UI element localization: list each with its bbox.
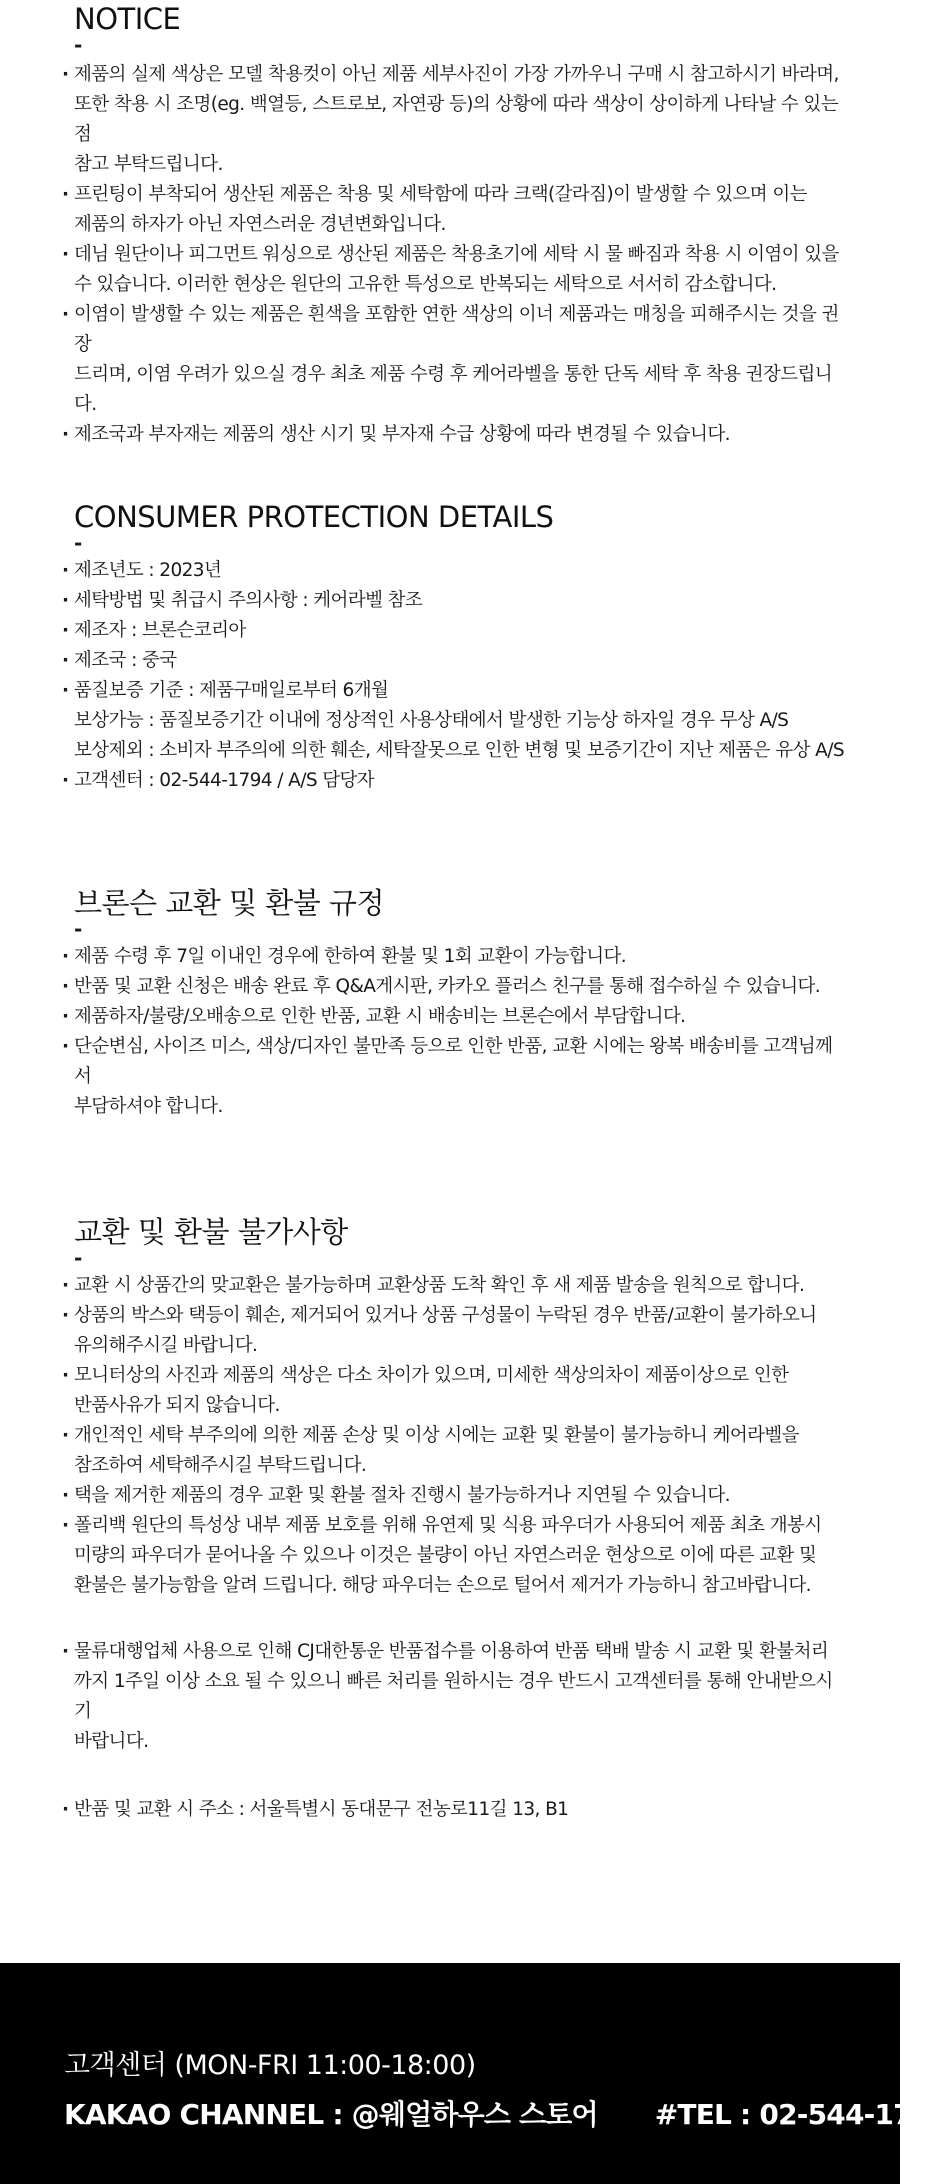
list-item (64, 676, 844, 766)
list-item-line: · 프린팅이 부착되어 생산된 제품은 착용 및 세탁함에 따라 크랙(갈라짐)이 발생할 수 있으며 이는 (74, 184, 807, 205)
list-item-line: 부담하셔야 합니다. (74, 1096, 223, 1117)
logistics-line: 까지 1주일 이상 소요 될 수 있으니 빠른 처리를 원하시는 경우 반드시 고객센터를 통해 안내받으시기 (74, 1671, 833, 1722)
list-item-line: 참조하여 세탁해주시길 부탁드립니다. (74, 1455, 367, 1476)
list-item-line: · 고객센터 : 02-544-1794 / A/S 담당자 (74, 770, 375, 791)
list-item-line: 보상제외 : 소비자 부주의에 의한 훼손, 세탁잘못으로 인한 변형 및 보증기간이 지난 제품은 유상 A/S (74, 740, 844, 761)
list-item-line: · 제품의 실제 색상은 모델 착용컷이 아닌 제품 세부사진이 가장 가까우니 구매 시 참고하시기 바라며, (74, 64, 839, 85)
list-item (64, 1421, 844, 1481)
list-item-line: · 폴리백 원단의 특성상 내부 제품 보호를 위해 유연제 및 식용 파우더가 사용되어 제품 최초 개봉시 (74, 1515, 822, 1536)
list-item (64, 556, 844, 586)
return-address-notice (64, 1795, 844, 1825)
list-item (64, 646, 844, 676)
list-item-line: · 제조년도 : 2023년 (74, 560, 222, 581)
list-item-line: 보상가능 : 품질보증기간 이내에 정상적인 사용상태에서 발생한 기능상 하자일 경우 무상 A/S (74, 710, 789, 731)
refund-unavailable-title: 교환 및 환불 불가사항 (74, 1215, 348, 1249)
list-item-line: 드리며, 이염 우려가 있으실 경우 최초 제품 수령 후 케어라벨을 통한 단독 세탁 후 착용 권장드립니다. (74, 364, 833, 415)
list-item-line: · 상품의 박스와 택등이 훼손, 제거되어 있거나 상품 구성물이 누락된 경우 반품/교환이 불가하오니 (74, 1305, 817, 1326)
notice-dash: - (74, 33, 83, 57)
list-item-line: · 제품하자/불량/오배송으로 인한 반품, 교환 시 배송비는 브론슨에서 부담합니다. (74, 1006, 686, 1027)
list-item-line: · 개인적인 세탁 부주의에 의한 제품 손상 및 이상 시에는 교환 및 환불이 불가능하니 케어라벨을 (74, 1425, 799, 1446)
list-item-line: 참고 부탁드립니다. (74, 154, 223, 175)
logistics-notice (64, 1637, 844, 1757)
logistics-line: 바랍니다. (74, 1731, 149, 1752)
list-item (64, 942, 844, 972)
exchange-policy-dash: - (74, 917, 83, 941)
list-item (64, 1511, 844, 1601)
list-item (64, 420, 844, 450)
list-item-line: · 택을 제거한 제품의 경우 교환 및 환불 절차 진행시 불가능하거나 지연될 수 있습니다. (74, 1485, 730, 1506)
exchange-policy-section (64, 886, 844, 1122)
contact-line (64, 2093, 949, 2133)
list-item (64, 1271, 844, 1301)
logistics-item (64, 1637, 844, 1757)
list-item (64, 766, 844, 796)
list-item-line: · 제품 수령 후 7일 이내인 경우에 한하여 환불 및 1회 교환이 가능합니다. (74, 946, 627, 967)
list-item-line: · 제조국 : 중국 (74, 650, 177, 671)
list-item (64, 1301, 844, 1361)
refund-unavailable-section (64, 1215, 844, 1825)
list-item (64, 1002, 844, 1032)
notice-title: NOTICE (74, 2, 181, 36)
list-item-line: · 교환 시 상품간의 맞교환은 불가능하며 교환상품 도착 확인 후 새 제품 발송을 원칙으로 합니다. (74, 1275, 805, 1296)
kakao-channel-link[interactable]: KAKAO CHANNEL : @웨얼하우스 스토어 (64, 2098, 598, 2131)
list-item-line: 미량의 파우더가 묻어나올 수 있으나 이것은 불량이 아닌 자연스러운 현상으로 이에 따른 교환 및 (74, 1545, 817, 1566)
consumer-protection-title: CONSUMER PROTECTION DETAILS (74, 500, 554, 534)
list-item (64, 180, 844, 240)
list-item-line: 제품의 하자가 아닌 자연스러운 경년변화입니다. (74, 214, 446, 235)
list-item-line: 또한 착용 시 조명(eg. 백열등, 스트로보, 자연광 등)의 상황에 따라 색상이 상이하게 나타날 수 있는 점 (74, 94, 838, 145)
footer-bar (0, 1963, 949, 2184)
list-item-line: · 반품 및 교환 신청은 배송 완료 후 Q&A게시판, 카카오 플러스 친구를 통해 접수하실 수 있습니다. (74, 976, 821, 997)
refund-unavailable-list (64, 1271, 844, 1601)
customer-center-hours: 고객센터 (MON-FRI 11:00-18:00) (64, 2050, 476, 2081)
list-item-line: · 데님 원단이나 피그먼트 워싱으로 생산된 제품은 착용초기에 세탁 시 물 빠짐과 착용 시 이염이 있을 (74, 244, 839, 265)
list-item-line: 환불은 불가능함을 알려 드립니다. 해당 파우더는 손으로 털어서 제거가 가능하니 참고바랍니다. (74, 1575, 811, 1596)
consumer-protection-list (64, 556, 844, 796)
list-item (64, 300, 844, 420)
list-item (64, 616, 844, 646)
list-item (64, 1032, 844, 1122)
list-item (64, 60, 844, 180)
list-item-line: 수 있습니다. 이러한 현상은 원단의 고유한 특성으로 반복되는 세탁으로 서서히 감소합니다. (74, 274, 777, 295)
list-item-line: · 단순변심, 사이즈 미스, 색상/디자인 불만족 등으로 인한 반품, 교환 시에는 왕복 배송비를 고객님께서 (74, 1036, 833, 1087)
list-item-line: · 품질보증 기준 : 제품구매일로부터 6개월 (74, 680, 389, 701)
list-item-line: · 제조자 : 브론슨코리아 (74, 620, 246, 641)
list-item-line: · 모니터상의 사진과 제품의 색상은 다소 차이가 있으며, 미세한 색상의차이 제품이상으로 인한 (74, 1365, 789, 1386)
list-item-line: · 제조국과 부자재는 제품의 생산 시기 및 부자재 수급 상황에 따라 변경될 수 있습니다. (74, 424, 730, 445)
list-item-line: · 세탁방법 및 취급시 주의사항 : 케어라벨 참조 (74, 590, 423, 611)
exchange-policy-title: 브론슨 교환 및 환불 규정 (74, 886, 385, 920)
return-address: · 반품 및 교환 시 주소 : 서울특별시 동대문구 전농로11길 13, B1 (64, 1795, 844, 1825)
notice-list (64, 60, 844, 450)
consumer-protection-section (64, 500, 844, 796)
list-item-line: 반품사유가 되지 않습니다. (74, 1395, 280, 1416)
list-item (64, 586, 844, 616)
phone-number[interactable]: #TEL : 02-544-1794 (654, 2098, 949, 2131)
list-item (64, 240, 844, 300)
list-item (64, 1481, 844, 1511)
refund-unavailable-dash: - (74, 1246, 83, 1270)
list-item (64, 1361, 844, 1421)
list-item-line: · 이염이 발생할 수 있는 제품은 흰색을 포함한 연한 색상의 이너 제품과는 매칭을 피해주시는 것을 권장 (74, 304, 839, 355)
logistics-line: · 물류대행업체 사용으로 인해 CJ대한통운 반품접수를 이용하여 반품 택배 발송 시 교환 및 환불처리 (74, 1641, 829, 1662)
list-item-line: 유의해주시길 바랍니다. (74, 1335, 258, 1356)
list-item (64, 972, 844, 1002)
consumer-protection-dash: - (74, 531, 83, 555)
exchange-policy-list (64, 942, 844, 1122)
notice-section (64, 2, 844, 450)
